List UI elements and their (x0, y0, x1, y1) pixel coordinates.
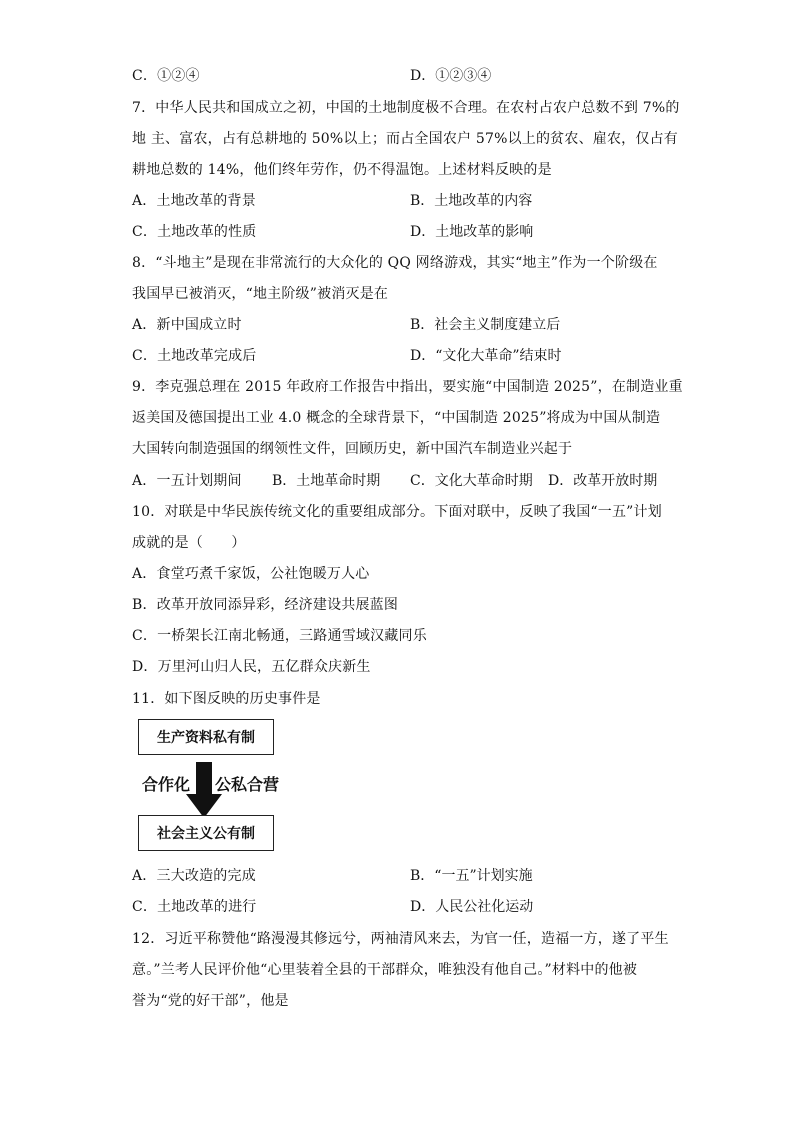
cooperation-label: 合作化 (142, 775, 191, 794)
q11-option-a: A．三大改造的完成 (132, 868, 256, 884)
q10-option-c: C．一桥架长江南北畅通，三路通雪域汉藏同乐 (132, 628, 427, 644)
q11-option-b: B．“一五”计划实施 (410, 868, 533, 884)
down-arrow-icon (186, 762, 222, 818)
q7-option-c: C．土地改革的性质 (132, 224, 257, 240)
q8-option-b: B．社会主义制度建立后 (410, 317, 561, 333)
q7-option-b: B．土地改革的内容 (410, 193, 533, 209)
q9-option-b: B．土地革命时期 (272, 473, 381, 489)
q7-stem-line-2: 地 主、富农，占有总耕地的 50%以上；而占全国农户 57%以上的贫农、雇农，仅占有 (132, 131, 678, 147)
q6-option-d: D．①②③④ (410, 68, 492, 84)
q10-option-b: B．改革开放同添异彩，经济建设共展蓝图 (132, 597, 399, 613)
q9-option-a: A．一五计划期间 (132, 473, 242, 489)
q9-stem-line-1: 9．李克强总理在 2015 年政府工作报告中指出，要实施“中国制造 2025”，在制造业重 (132, 379, 683, 395)
q6-option-c: C．①②④ (132, 68, 200, 84)
q7-stem-line-3: 耕地总数的 14%，他们终年劳作，仍不得温饱。上述材料反映的是 (132, 162, 552, 178)
q8-option-d: D．“文化大革命”结束时 (410, 348, 562, 364)
q12-stem-line-3: 誉为“党的好干部”，他是 (132, 993, 289, 1009)
q10-option-d: D．万里河山归人民，五亿群众庆新生 (132, 659, 371, 675)
public-private-joint-label: 公私合营 (215, 775, 280, 794)
q12-stem-line-2: 意。”兰考人民评价他“心里装着全县的干部群众，唯独没有他自己。”材料中的他被 (132, 962, 638, 978)
socialist-public-ownership-box: 社会主义公有制 (138, 815, 274, 851)
q9-stem-line-3: 大国转向制造强国的纲领性文件，回顾历史，新中国汽车制造业兴起于 (132, 441, 573, 457)
q9-option-d: D．改革开放时期 (548, 473, 658, 489)
q11-option-d: D．人民公社化运动 (410, 899, 534, 915)
q12-stem-line-1: 12．习近平称赞他“路漫漫其修远兮，两袖清风来去，为官一任，造福一方，遂了平生 (132, 931, 669, 947)
q10-stem-line-2: 成就的是（ ） (132, 535, 246, 551)
q7-option-a: A．土地改革的背景 (132, 193, 256, 209)
q9-stem-line-2: 返美国及德国提出工业 4.0 概念的全球背景下，“中国制造 2025”将成为中国从制造 (132, 410, 661, 426)
q7-stem-line-1: 7．中华人民共和国成立之初，中国的土地制度极不合理。在农村占农户总数不到 7%的 (132, 100, 680, 116)
q8-option-c: C．土地改革完成后 (132, 348, 257, 364)
q11-stem: 11．如下图反映的历史事件是 (132, 691, 321, 707)
q7-option-d: D．土地改革的影响 (410, 224, 534, 240)
q10-stem-line-1: 10．对联是中华民族传统文化的重要组成部分。下面对联中，反映了我国“一五”计划 (132, 504, 662, 520)
q9-option-c: C．文化大革命时期 (410, 473, 533, 489)
q8-stem-line-2: 我国早已被消灭，“地主阶级”被消灭是在 (132, 286, 389, 302)
q11-option-c: C．土地改革的进行 (132, 899, 257, 915)
q10-option-a: A．食堂巧煮千家饭，公社饱暖万人心 (132, 566, 370, 582)
q8-stem-line-1: 8．“斗地主”是现在非常流行的大众化的 QQ 网络游戏，其实“地主”作为一个阶级在 (132, 255, 658, 271)
private-ownership-box: 生产资料私有制 (138, 719, 274, 755)
q8-option-a: A．新中国成立时 (132, 317, 242, 333)
